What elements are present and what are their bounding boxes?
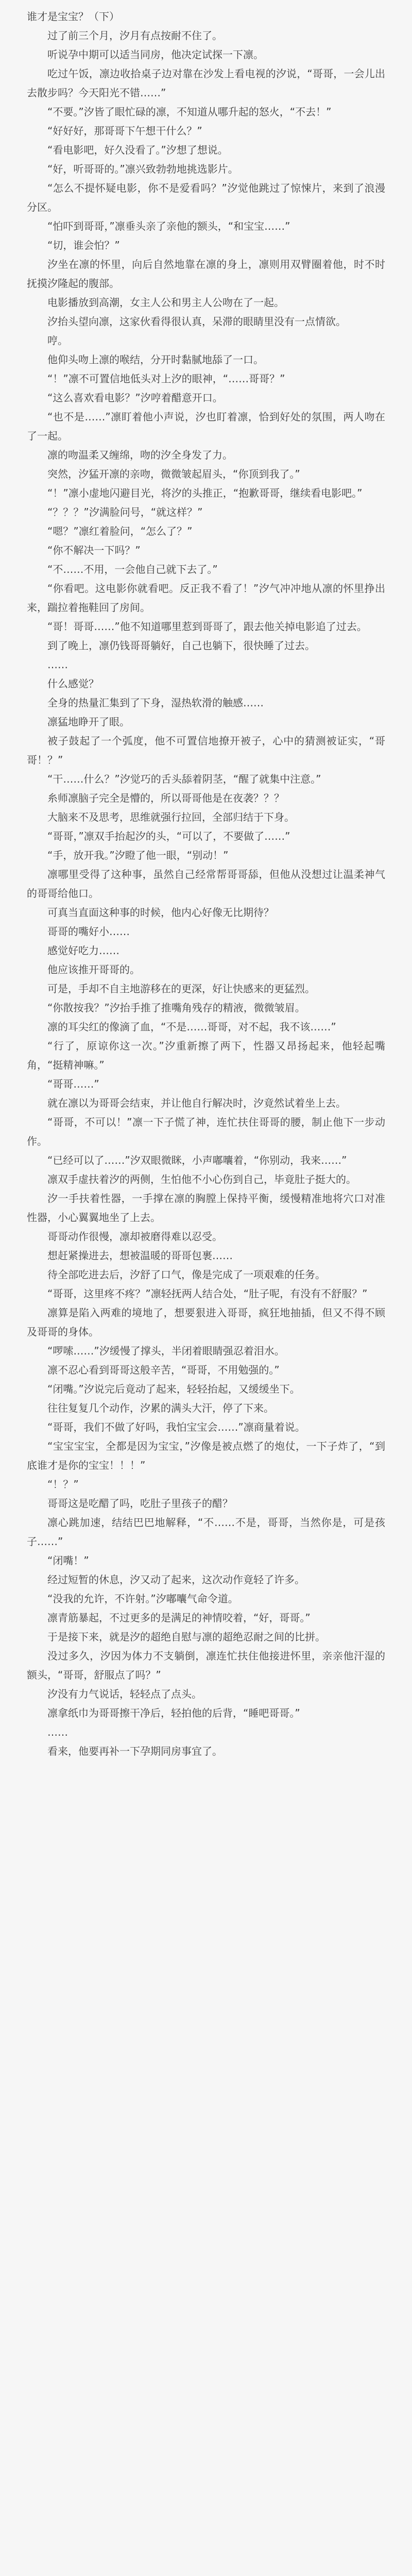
paragraph: “哥哥……” xyxy=(47,1078,99,1090)
paragraph: 凛拿纸巾为哥哥擦干净后，轻拍他的后背，“睡吧哥哥。” xyxy=(47,1707,300,1719)
paragraph: “！？” xyxy=(47,1478,79,1490)
paragraph: 听说孕中期可以适当同房，他决定试探一下凛。 xyxy=(47,48,264,61)
paragraph: 他应该推开哥哥的。 xyxy=(47,963,140,976)
paragraph: “不要。”汐皆了眼忙碌的凛，不知道从哪升起的怒火，“不去！” xyxy=(47,106,332,118)
paragraph: “闭嘴！” xyxy=(47,1554,89,1567)
article-body xyxy=(27,7,385,1761)
paragraph: “干……什么？”汐觉巧的舌头舔着阴茎，“醒了就集中注意。” xyxy=(47,773,321,785)
paragraph: “手，放开我。”汐瞪了他一眼，“别动！” xyxy=(47,849,229,861)
paragraph: “哥哥，”凛双手抬起汐的头，“可以了，不要做了……” xyxy=(47,830,290,842)
paragraph: “你散按我？”汐抬手推了推嘴角残存的精液，微微皱眉。 xyxy=(47,1002,305,1014)
paragraph: “好好好，那哥哥下午想干什么？” xyxy=(47,125,202,137)
paragraph: “行了，原谅你这一次。”汐重新擦了两下，性器又昂扬起来，他轻起嘴角，“挺精神嘛。” xyxy=(27,1040,385,1071)
paragraph: 哥哥这是吃醋了吗，吃肚子里孩子的醋？ xyxy=(47,1497,233,1510)
paragraph: 凛双手虚扶着汐的两侧，生怕他不小心伤到自己，毕竟肚子挺大的。 xyxy=(47,1173,356,1185)
paragraph: 待全部吃进去后，汐舒了口气，像是完成了一项艰难的任务。 xyxy=(47,1268,325,1281)
paragraph: “！”凛不可置信地低头对上汐的眼神，“……哥哥？” xyxy=(47,372,285,385)
paragraph: 吃过午饭，凛边收拾桌子边对靠在沙发上看电视的汐说，“哥哥，一会儿出去散步吗？今天阳光不错……” xyxy=(27,67,385,99)
paragraph: 什么感觉？ xyxy=(47,677,99,690)
paragraph: 可是，手却不自主地游移在的更深，好让快感来的更猛烈。 xyxy=(47,982,315,995)
paragraph: “啰嗦……”汐缓慢了撑头，半闭着眼睛强忍着泪水。 xyxy=(47,1345,285,1357)
paragraph: 突然，汐猛开凛的亲吻，微微皱起眉头，“你顶到我了。” xyxy=(47,468,300,480)
paragraph: 被子鼓起了一个弧度，他不可置信地撩开被子，心中的猜测被证实，“哥哥！？” xyxy=(27,735,385,766)
paragraph: 糸师凛脑子完全是懵的，所以哥哥他是在夜袭？？？ xyxy=(47,792,284,804)
paragraph: “不……不用，一会他自己就下去了。” xyxy=(47,563,218,575)
paragraph: …… xyxy=(47,1726,68,1738)
paragraph: 可真当直面这种事的时候，他内心好像无比期待？ xyxy=(47,906,274,919)
paragraph: 往往复复几个动作，汐累的满头大汗，停了下来。 xyxy=(47,1402,274,1414)
paragraph: “这么喜欢看电影？”汐哼着醋意开口。 xyxy=(47,392,223,404)
paragraph: “怕吓到哥哥，”凛垂头亲了亲他的额头，“和宝宝……” xyxy=(47,220,290,232)
paragraph: 凛算是陷入两难的境地了，想要狠进入哥哥，疯狂地抽插，但又不得不顾及哥哥的身体。 xyxy=(27,1307,385,1338)
paragraph: 就在凛以为哥哥会结束，并让他自行解决时，汐竟然试着坐上去。 xyxy=(47,1097,346,1109)
paragraph: “！”凛小虚地闪避目光，将汐的头推正，“抱歉哥哥，继续看电影吧。” xyxy=(47,487,363,499)
paragraph: “哥哥，我们不做了好吗，我怕宝宝会……”凛商量着说。 xyxy=(47,1421,305,1433)
paragraph: 全身的热量汇集到了下身，湿热软滑的触感…… xyxy=(47,697,264,709)
paragraph: 他仰头吻上凛的喉结，分开时黏腻地舔了一口。 xyxy=(47,353,264,366)
paragraph: “好，听哥哥的。”凛兴致勃勃地挑选影片。 xyxy=(47,163,238,175)
paragraph: 电影播放到高潮，女主人公和男主人公吻在了一起。 xyxy=(47,296,284,309)
paragraph: 到了晚上，凛仍钱哥哥躺好，自己也躺下，很快睡了过去。 xyxy=(47,639,315,652)
paragraph: “已经可以了……”汐双眼微眯，小声嘟囔着，“你别动，我来……” xyxy=(47,1154,347,1166)
paragraph: 凛的耳尖红的像滴了血，“不是……哥哥，对不起，我不该……” xyxy=(47,1021,336,1033)
article-title: 谁才是宝宝？（下） xyxy=(27,10,119,23)
paragraph: 想赶紧操进去，想被温暖的哥哥包裹…… xyxy=(47,1249,233,1262)
paragraph: 过了前三个月，汐月有点按耐不住了。 xyxy=(47,29,222,42)
paragraph: 凛青筋暴起，不过更多的是满足的神情咬着，“好，哥哥。” xyxy=(47,1612,311,1624)
paragraph: 于是接下来，就是汐的超绝自慰与凛的超绝忍耐之间的比拼。 xyxy=(47,1631,325,1643)
paragraph: 哼。 xyxy=(47,334,68,347)
paragraph: “宝宝宝宝，全都是因为宝宝，”汐像是被点燃了的炮仗，一下子炸了，“到底谁才是你的宝宝！！！” xyxy=(27,1440,385,1471)
paragraph: “也不是……”凛盯着他小声说，汐也盯着凛，恰到好处的氛围，两人吻在了一起。 xyxy=(27,411,385,442)
paragraph: 哥哥的嘴好小…… xyxy=(47,925,130,938)
paragraph: 凛不忍心看到哥哥这般辛苦，“哥哥，不用勉强的。” xyxy=(47,1364,280,1376)
paragraph: “闭嘴。”汐说完后竟动了起来，轻轻抬起，又缓缓坐下。 xyxy=(47,1383,300,1395)
paragraph: “你看吧。这电影你就看吧。反正我不看了！”汐气冲冲地从凛的怀里挣出来，踹拉着拖鞋回了房间。 xyxy=(27,582,385,614)
paragraph: 大脑来不及思考，思维就强行拉回，全部归结于下身。 xyxy=(47,811,295,823)
paragraph: 汐抬头望向凛，这家伙看得很认真，呆滞的眼睛里没有一点情欲。 xyxy=(47,315,346,328)
paragraph: 凛的吻温柔又缠绵，吻的汐全身发了力。 xyxy=(47,449,233,461)
paragraph: 汐一手扶着性器，一手撑在凛的胸膛上保持平衡，缓慢精准地将穴口对准性器，小心翼翼地坐了上去。 xyxy=(27,1192,385,1224)
paragraph: “哥哥，这里疼不疼？”凛轻抚两人结合处，“肚子呢，有没有不舒服？” xyxy=(47,1287,368,1300)
paragraph: 经过短暂的休息，汐又动了起来，这次动作竟轻了许多。 xyxy=(47,1573,305,1586)
paragraph: “怎么不提怀疑电影，你不是爱看吗？”汐觉他跳过了惊悚片，来到了浪漫分区。 xyxy=(27,182,385,213)
paragraph: 凛哪里受得了这种事，虽然自己经常帮哥哥舔，但他从没想过让温柔神气的哥哥给他口。 xyxy=(27,868,385,900)
paragraph: 凛心跳加速，结结巴巴地解释，“不……不是，哥哥，当然你是，可是孩子……” xyxy=(27,1516,385,1548)
paragraph: 没过多久，汐因为体力不支躺倒，凛连忙扶住他接进怀里，亲亲他汗湿的额头，“哥哥，舒服点了吗？” xyxy=(27,1650,385,1681)
paragraph: “？？？”汐满脸问号，“就这样？” xyxy=(47,506,203,518)
paragraph: “哥哥，不可以！”凛一下子慌了神，连忙扶住哥哥的腰，制止他下一步动作。 xyxy=(27,1116,385,1147)
paragraph: “你不解决一下吗？” xyxy=(47,544,141,556)
paragraph: “看电影吧，好久没看了。”汐想了想说。 xyxy=(47,144,228,156)
paragraph: 看来，他要再补一下孕期同房事宜了。 xyxy=(47,1745,222,1757)
paragraph: 哥哥动作很慢，凛却被磨得难以忍受。 xyxy=(47,1230,222,1243)
paragraph: 汐坐在凛的怀里，向后自然地靠在凛的身上，凛则用双臂圈着他，时不时抚摸汐隆起的腹部。 xyxy=(27,258,385,290)
paragraph: 凛猛地睁开了眼。 xyxy=(47,716,130,728)
paragraph: …… xyxy=(47,658,68,671)
paragraph: “切，谁会怕？” xyxy=(47,239,120,251)
paragraph: “没我的允许，不许射。”汐嘟囔气命令道。 xyxy=(47,1592,238,1605)
paragraph: “哥！哥哥……”他不知道哪里惹到哥哥了，跟去他关掉电影追了过去。 xyxy=(47,620,367,633)
paragraph: “嗯？”凛红着脸问，“怎么了？” xyxy=(47,525,193,537)
paragraph: 感觉好吃力…… xyxy=(47,944,119,957)
paragraph: 汐没有力气说话，轻轻点了点头。 xyxy=(47,1688,202,1700)
